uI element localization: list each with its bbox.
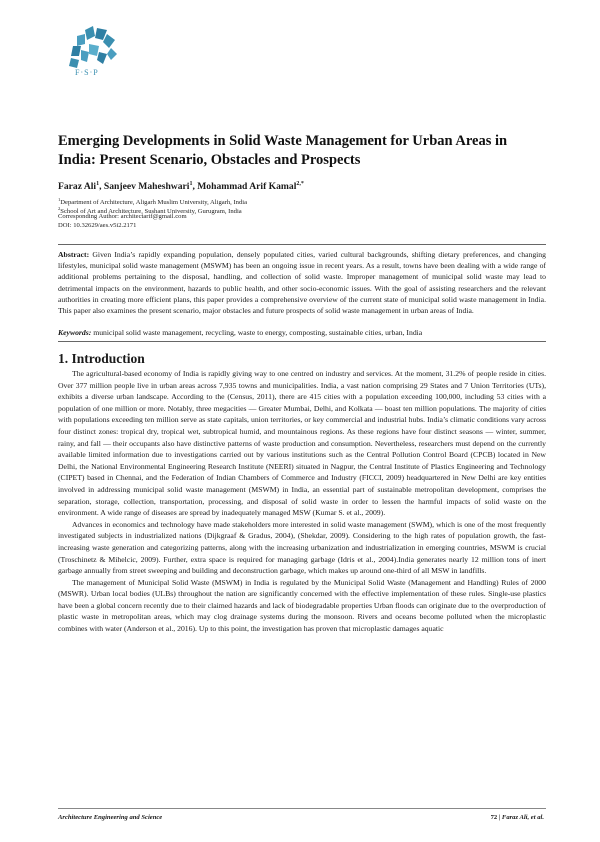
paper-title: Emerging Developments in Solid Waste Management for Urban Areas in India: Present Scenario, Obstacles and Prospects: [58, 133, 508, 168]
doi: DOI: 10.32629/aes.v5i2.2171: [58, 221, 137, 229]
abstract-label: Abstract:: [58, 250, 90, 259]
section-heading: 1. Introduction: [58, 351, 145, 366]
author-name: Faraz Ali: [58, 181, 97, 193]
affiliation-sup: 2: [58, 205, 61, 211]
affiliation-sup: 1: [58, 197, 61, 202]
affiliation-text: School of Art and Architecture, Sushant University, Gurugram, India: [60, 207, 242, 215]
author-list: Faraz Ali$^1$, Sanjeev Maheshwari$^1$, Mohammad Arif Kamal$^{2,*}$: [58, 181, 304, 193]
author-name: Sanjeev Maheshwari: [103, 181, 190, 193]
keywords-text: municipal solid waste management, recycling, waste to energy, composting, sustainable cities, urban, India: [93, 328, 423, 337]
journal-name: Architecture Engineering and Science: [58, 814, 163, 821]
logo-text: F·S·P: [75, 68, 99, 77]
affiliation-text: Department of Architecture, Aligarh Muslim University, Aligarh, India: [60, 199, 248, 207]
author-sup: 1: [189, 181, 193, 187]
footer-separator: |: [497, 814, 502, 821]
author-name: Mohammad Arif Kamal: [197, 181, 297, 193]
divider: [58, 244, 546, 245]
author-ref: Faraz Ali, et al.: [501, 814, 544, 821]
page-footer: [491, 814, 544, 821]
abstract: [58, 249, 546, 316]
abstract-text: Given India’s rapidly expanding population, densely populated cities, varied cultural backgrounds, shifting dietary preferences, and changing lifestyles, municipal solid waste management (MSWM) has been an ongoing issue in recent years. As a result, towns have been dealing with a wide range of additional problems pertaining to the disposal, handling, and collection of solid waste. Improper management of municipal solid waste may lead to detrimental impacts on the environment, hazards to public health, and other socio-economic issues. With the goal of assisting researchers and the relevant authorities in creating more efficient plans, this paper provides a comprehensive overview of the current state of municipal solid waste management in India. This paper also examines the present scenario, major obstacles and future prospects of solid waste management in urban areas of India.: [58, 250, 546, 316]
page-number: 72: [490, 814, 498, 821]
keywords: [58, 327, 546, 338]
body-text: [58, 368, 546, 635]
divider: [58, 341, 546, 342]
keywords-label: Keywords:: [58, 328, 92, 337]
paragraph: The agricultural-based economy of India is rapidly giving way to one centred on industry and services. At the moment, 31.2% of people reside in cities. Over 377 million people live in urban areas across 7,935 towns and municipalities. India, a vast nation comprising 29 States and 7 Union Territories (UTs), exhibits a diverse urban landscape. According to the (Census, 2011), there are 415 cities with a population exceeding 100,000, including 53 cities with a population of one million or more. Notably, three megacities — Greater Mumbai, Delhi, and Kolkata — boast ten million populations. The majority of cities with populations exceeding ten million serve as state capitals, union territories, or key commercial and industrial hubs. India’s climatic conditions vary across four distinct zones: tropical dry, tropical wet, subtropical humid, and mountainous regions. As these regions have four distinct seasons — winter, summer, rainy, and fall — their occupants also have distinctive patterns of waste production and consumption. Nevertheless, researchers must depend on the currently available limited information due to investigations carried out by various institutions such as the Central Pollution Control Board (CPCB) located in New Delhi, the National Environmental Engineering Research Institute (NEERI) situated in Nagpur, the Central Institute of Plastics Engineering and Technology (CIPET) based in Chennai, and the Federation of Indian Chambers of Commerce and Industry (FICCI, 2009) headquartered in New Delhi are key entities involved in addressing municipal solid waste management (MSWM) in India, an essential part of sustainable metropolitan development, comprises the separation, storage, collection, transportation, processing, and disposal of solid waste in order to lessen the harmful impacts of solid waste on the environment. A wide range of diseases are spread by inadequately managed MSW (Kumar S. et al., 2009).: [58, 369, 546, 518]
footer-divider: [58, 808, 546, 809]
corresponding-author: Corresponding Author: architectarif@gmail.com: [58, 213, 187, 220]
paragraph: The management of Municipal Solid Waste (MSWM) in India is regulated by the Municipal Solid Waste (Management and Handling) Rules of 2000 (MSWR). Urban local bodies (ULBs) throughout the nation are significantly concerned with the effective implementation of these rules. Single-use plastics have been a global concern recently due to their claimed hazards and lack of biodegradable properties Urban floods can originate due to the overproduction of plastic waste in metropolitan areas, which may clog drainage systems during the monsoon. Rivers and oceans become polluted when the microplastic combines with water (Anderson et al., 2016). Up to this point, the investigation has proven that microplastic damages aquatic: [58, 577, 546, 634]
paragraph: Advances in economics and technology have made stakeholders more interested in solid waste management (SWM), which is one of the most frequently investigated subjects in industrialized nations (Dijkgraaf & Gradus, 2004), (Shekdar, 2009). Considering to the high rates of population growth, the fast-increasing waste generation and categorizing patterns, along with the increasing urbanization and industrialization in emerging countries, MSWM is crucial (Troschinetz & Mihelcic, 2009). Further, extra space is required for managing garbage (Idris et al., 2004).India generates nearly 12 million tons of inert garbage annually from street sweeping and building and deconstruction garbage, which makes up around one-third of all MSW in landfills.: [58, 519, 546, 576]
author-sup: 1: [96, 181, 100, 187]
author-sup: 2,*: [296, 181, 304, 187]
